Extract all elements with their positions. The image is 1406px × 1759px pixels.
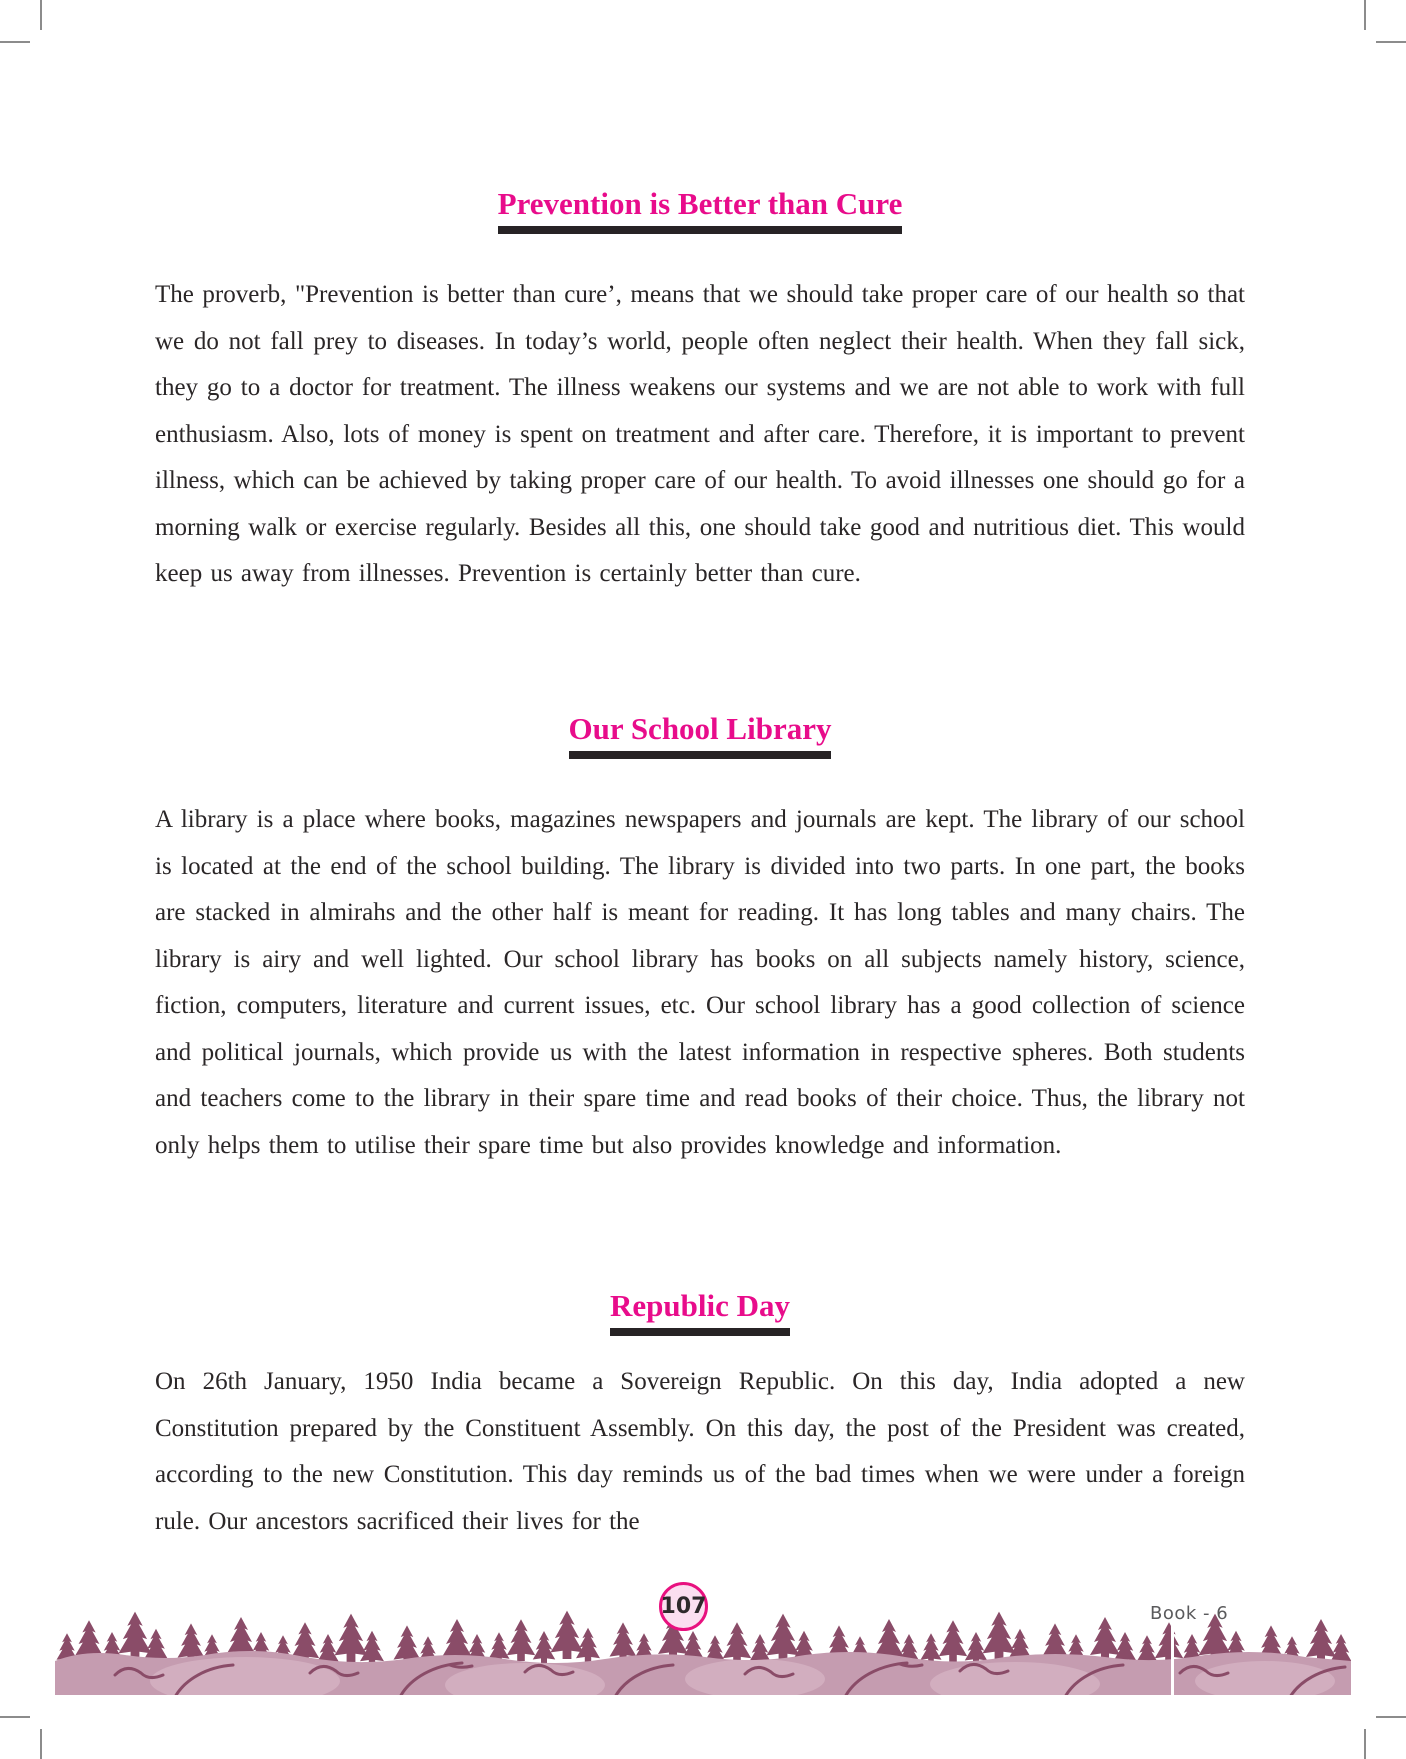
essay-section-prevention bbox=[155, 186, 1245, 598]
heading-underline-bar bbox=[610, 1328, 790, 1336]
crop-mark-bottom-left-horizontal bbox=[0, 1716, 30, 1718]
crop-mark-top-left-horizontal bbox=[0, 41, 30, 43]
section-title: Republic Day bbox=[610, 1288, 790, 1323]
heading-underline-bar bbox=[498, 226, 903, 234]
section-heading bbox=[576, 1288, 824, 1336]
section-title: Prevention is Better than Cure bbox=[497, 186, 903, 221]
section-heading bbox=[535, 711, 866, 759]
essay-paragraph: On 26th January, 1950 India became a Sovereign Republic. On this day, India adopted a new Constitution prepared by the Constituent Assembly. On this day, the post of the President was created, according to the new Constitution. This day reminds us of the bad times when we were under a foreign rule. Our ancestors sacrificed their lives for the bbox=[155, 1368, 1245, 1535]
book-label: Book - 6 bbox=[1150, 1603, 1229, 1624]
page-number-badge bbox=[659, 1582, 708, 1631]
heading-underline-bar bbox=[569, 751, 832, 759]
crop-mark-bottom-left-vertical bbox=[40, 1729, 42, 1759]
crop-mark-top-right-horizontal bbox=[1376, 41, 1406, 43]
section-heading bbox=[464, 186, 937, 234]
page-number: 107 bbox=[660, 1594, 707, 1619]
essay-paragraph: A library is a place where books, magazines newspapers and journals are kept. The library of our school is located at the end of the school building. The library is divided into two parts. In one part, the books are stacked in almirahs and the other half is meant for reading. It has long tables and many chairs. The library is airy and well lighted. Our school library has books on all subjects namely history, science, fiction, computers, literature and current issues, etc. Our school library has a good collection of science and political journals, which provide us with the latest information in respective spheres. Both students and teachers come to the library in their spare time and read books of their choice. Thus, the library not only helps them to utilise their spare time but also provides knowledge and information. bbox=[155, 806, 1245, 1159]
crop-mark-bottom-right-vertical bbox=[1364, 1729, 1366, 1759]
crop-mark-bottom-right-horizontal bbox=[1376, 1716, 1406, 1718]
essay-section-library bbox=[155, 711, 1245, 1169]
crop-mark-top-left-vertical bbox=[40, 0, 42, 30]
crop-mark-top-right-vertical bbox=[1364, 0, 1366, 30]
essay-paragraph: The proverb, "Prevention is better than cure’, means that we should take proper care of our health so that we do not fall prey to diseases. In today’s world, people often neglect their health. When they fall sick, they go to a doctor for treatment. The illness weakens our systems and we are not able to work with full enthusiasm. Also, lots of money is spent on treatment and after care. Therefore, it is important to prevent illness, which can be achieved by taking proper care of our health. To avoid illnesses one should go for a morning walk or exercise regularly. Besides all this, one should take good and nutritious diet. This would keep us away from illnesses. Prevention is certainly better than cure. bbox=[155, 281, 1245, 587]
section-title: Our School Library bbox=[568, 711, 832, 746]
essay-section-republic-day bbox=[155, 1288, 1245, 1545]
